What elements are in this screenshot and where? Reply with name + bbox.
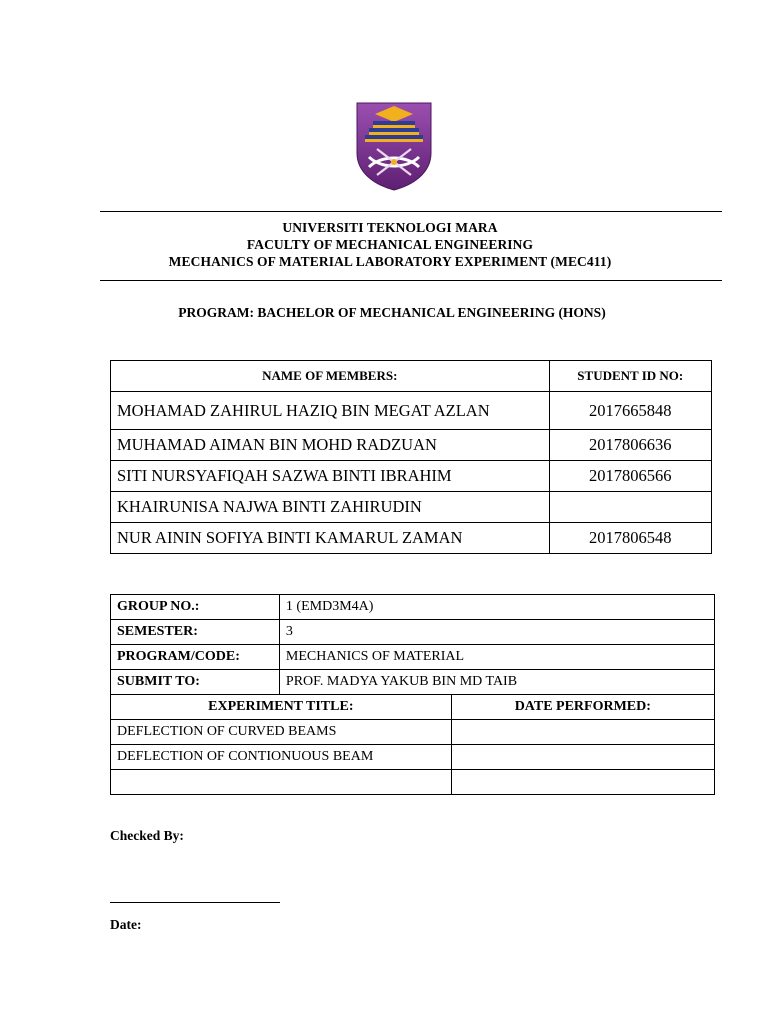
info-table — [110, 594, 715, 795]
experiment-title — [111, 770, 452, 795]
signature-line — [110, 902, 280, 903]
experiment-title: DEFLECTION OF CONTIONUOUS BEAM — [111, 745, 452, 770]
member-id: 2017806636 — [549, 430, 711, 461]
member-id — [549, 492, 711, 523]
university-logo — [355, 101, 433, 191]
members-header-row — [111, 361, 712, 392]
member-row — [111, 492, 712, 523]
experiment-date — [451, 720, 714, 745]
member-row — [111, 461, 712, 492]
experiment-date — [451, 745, 714, 770]
member-row — [111, 392, 712, 430]
bottom-rule — [100, 280, 722, 281]
group-value: 1 (EMD3M4A) — [279, 595, 714, 620]
checked-by-label: Checked By: — [110, 828, 184, 843]
semester-label: SEMESTER: — [111, 620, 280, 645]
semester-value: 3 — [279, 620, 714, 645]
faculty-name: FACULTY OF MECHANICAL ENGINEERING — [246, 237, 534, 252]
experiment-row — [111, 770, 715, 795]
member-id: 2017665848 — [549, 392, 711, 430]
program-line: PROGRAM: BACHELOR OF MECHANICAL ENGINEERING (HONS) — [178, 305, 606, 320]
member-id: 2017806548 — [549, 523, 711, 554]
member-name: SITI NURSYAFIQAH SAZWA BINTI IBRAHIM — [111, 461, 550, 492]
experiment-title: DEFLECTION OF CURVED BEAMS — [111, 720, 452, 745]
experiment-date — [451, 770, 714, 795]
experiment-row — [111, 720, 715, 745]
name-column-header: NAME OF MEMBERS: — [111, 361, 550, 392]
date-performed-header: DATE PERFORMED: — [451, 695, 714, 720]
program-code-value: MECHANICS OF MATERIAL — [279, 645, 714, 670]
submit-label: SUBMIT TO: — [111, 670, 280, 695]
program-code-row — [111, 645, 715, 670]
top-rule — [100, 211, 722, 212]
experiment-title-header: EXPERIMENT TITLE: — [111, 695, 452, 720]
group-label: GROUP NO.: — [111, 595, 280, 620]
members-table — [110, 360, 712, 554]
member-id: 2017806566 — [549, 461, 711, 492]
submit-value: PROF. MADYA YAKUB BIN MD TAIB — [279, 670, 714, 695]
member-row — [111, 430, 712, 461]
date-label: Date: — [110, 917, 142, 932]
member-row — [111, 523, 712, 554]
experiment-row — [111, 745, 715, 770]
member-name: MUHAMAD AIMAN BIN MOHD RADZUAN — [111, 430, 550, 461]
group-row — [111, 595, 715, 620]
university-name: UNIVERSITI TEKNOLOGI MARA — [282, 220, 498, 235]
uitm-crest-icon — [355, 101, 433, 191]
experiment-header-row — [111, 695, 715, 720]
member-name: NUR AININ SOFIYA BINTI KAMARUL ZAMAN — [111, 523, 550, 554]
semester-row — [111, 620, 715, 645]
id-column-header: STUDENT ID NO: — [549, 361, 711, 392]
member-name: MOHAMAD ZAHIRUL HAZIQ BIN MEGAT AZLAN — [111, 392, 550, 430]
submit-row — [111, 670, 715, 695]
experiment-course: MECHANICS OF MATERIAL LABORATORY EXPERIMENT (MEC411) — [168, 254, 612, 269]
program-code-label: PROGRAM/CODE: — [111, 645, 280, 670]
member-name: KHAIRUNISA NAJWA BINTI ZAHIRUDIN — [111, 492, 550, 523]
